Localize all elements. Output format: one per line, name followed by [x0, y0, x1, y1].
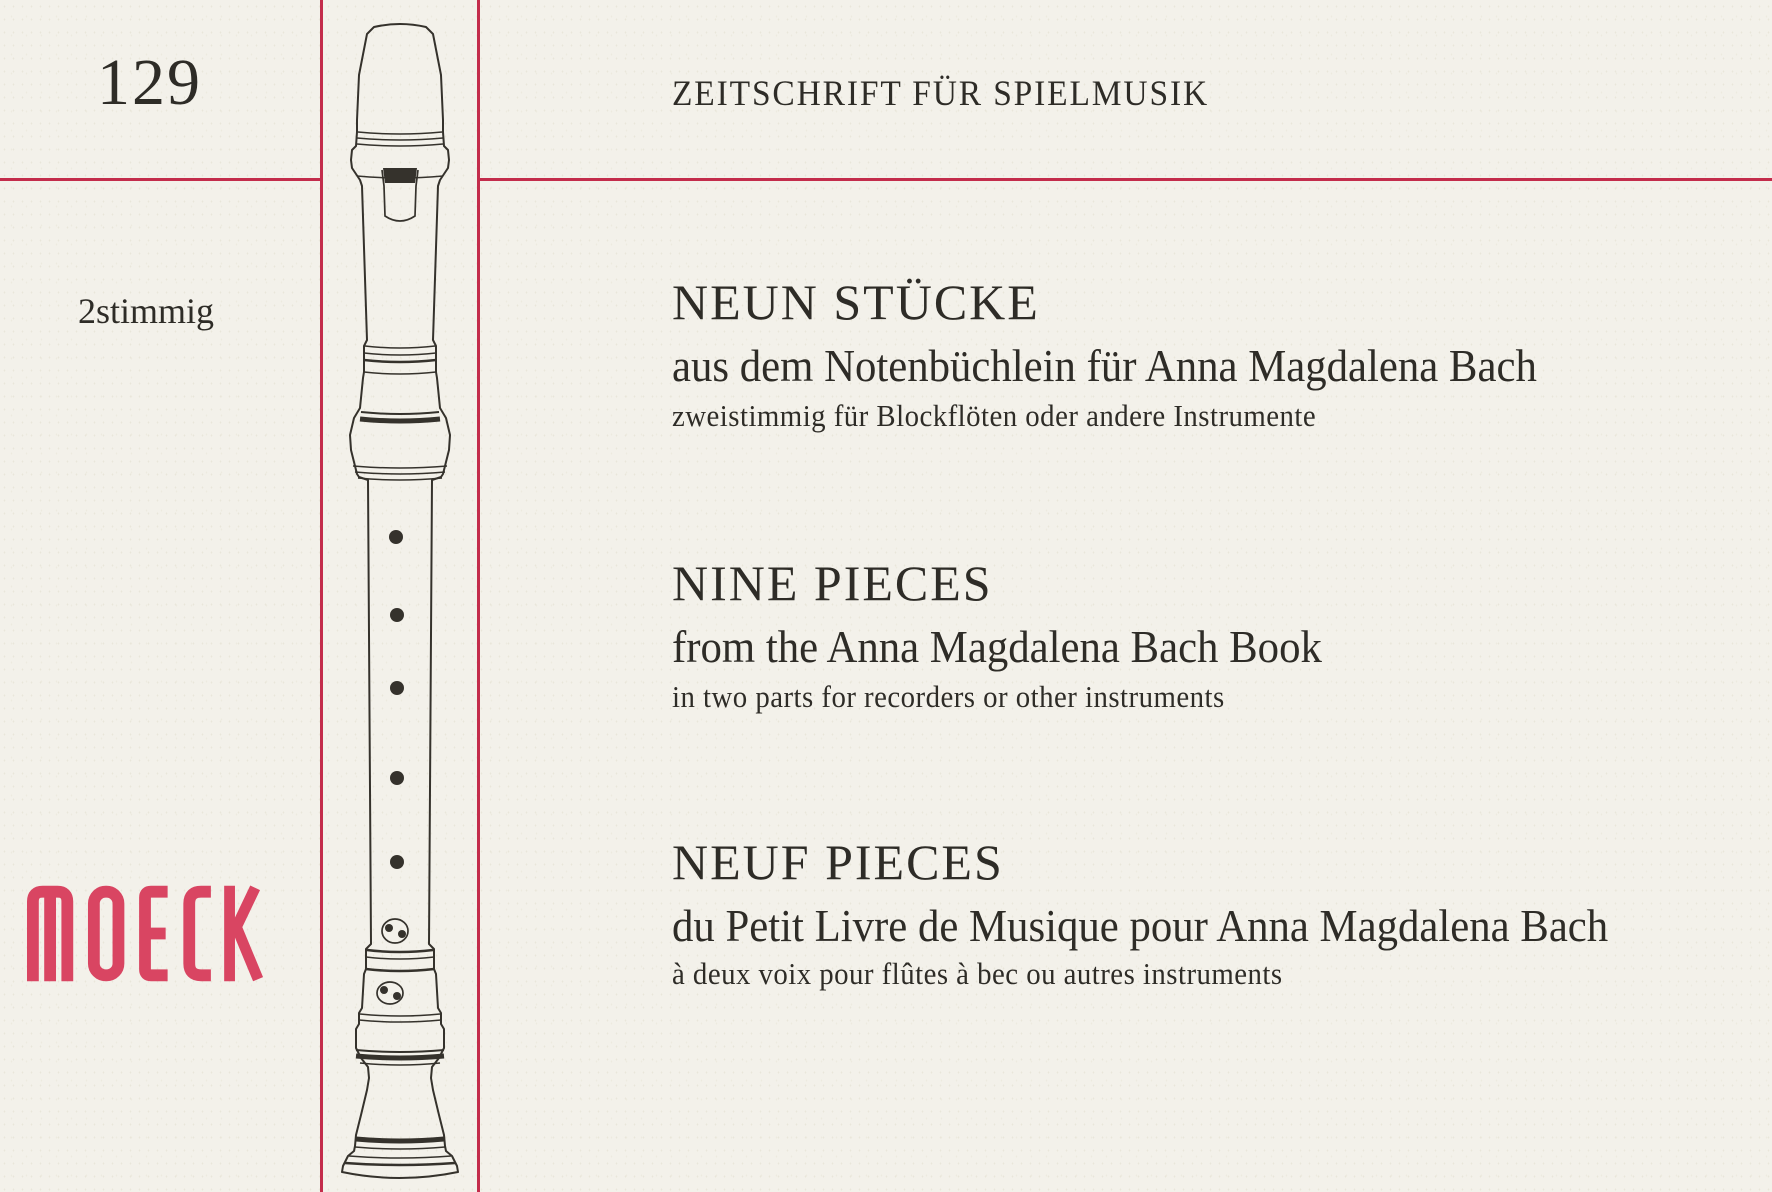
logo-letter-m — [33, 892, 67, 981]
title-english: NINE PIECES — [672, 555, 993, 611]
recorder-illustration — [318, 20, 482, 1185]
scoring-german: zweistimmig für Blockflöten oder andere Instrumente — [672, 398, 1317, 433]
logo-letter-c — [189, 892, 211, 976]
title-french: NEUF PIECES — [672, 834, 1004, 890]
logo-letter-o — [94, 892, 119, 976]
grid-horizontal-line-right — [480, 178, 1772, 181]
subtitle-german: aus dem Notenbüchlein für Anna Magdalena Bach — [672, 340, 1537, 391]
scoring-english: in two parts for recorders or other instruments — [672, 679, 1225, 714]
scoring-french: à deux voix pour flûtes à bec ou autres instruments — [672, 956, 1283, 991]
voicing-label: 2stimmig — [78, 291, 215, 331]
moeck-publisher-logo — [27, 885, 263, 982]
grid-horizontal-line-left — [0, 178, 320, 181]
logo-letter-e — [145, 892, 168, 976]
subtitle-french: du Petit Livre de Musique pour Anna Magdalena Bach — [672, 900, 1609, 951]
title-german: NEUN STÜCKE — [672, 274, 1040, 330]
logo-letter-k — [230, 886, 259, 981]
issue-number: 129 — [97, 46, 202, 119]
series-title: ZEITSCHRIFT FÜR SPIELMUSIK — [672, 73, 1210, 113]
subtitle-english: from the Anna Magdalena Bach Book — [672, 621, 1322, 672]
